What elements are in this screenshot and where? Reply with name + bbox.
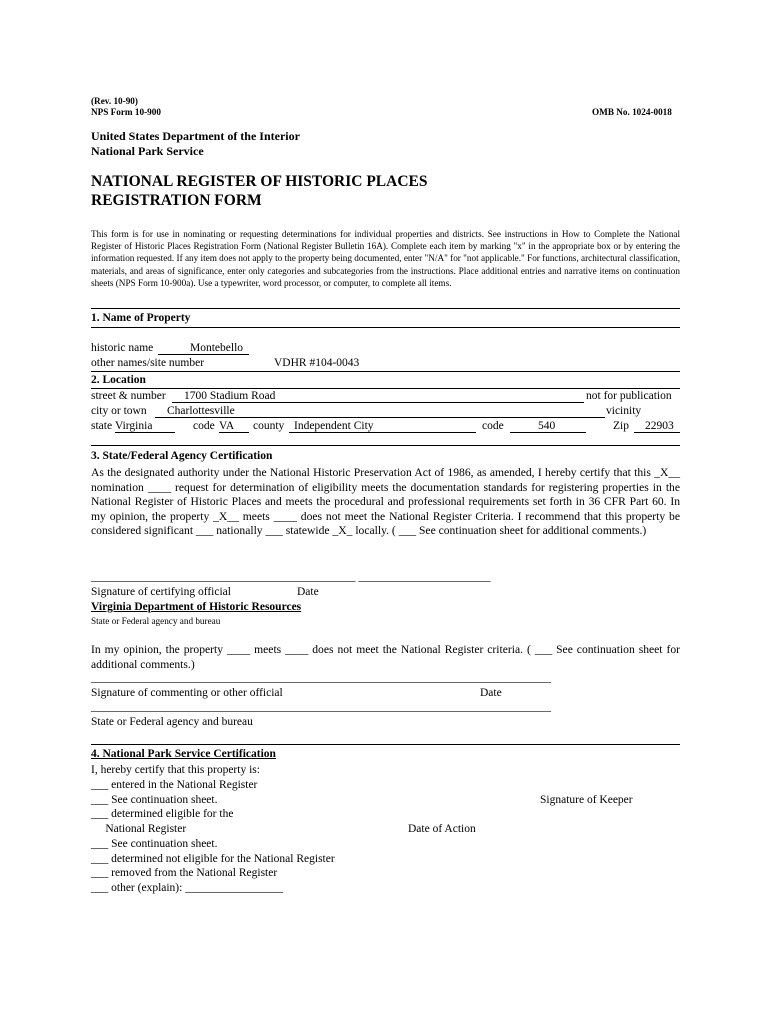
commenting-signature-label: Signature of commenting or other official xyxy=(91,687,283,699)
other-names-value[interactable]: VDHR #104-0043 xyxy=(274,357,360,369)
service-name: National Park Service xyxy=(91,144,204,158)
section2-bottom-rule xyxy=(91,388,680,389)
state-value: Virginia xyxy=(115,420,175,433)
nps-item-continuation-2[interactable]: ___ See continuation sheet. xyxy=(91,838,218,850)
nps-item-not-eligible[interactable]: ___ determined not eligible for the National Register xyxy=(91,853,335,865)
street-label: street & number xyxy=(91,390,166,402)
county-code-label: code xyxy=(482,420,504,432)
form-title-line2: REGISTRATION FORM xyxy=(91,192,262,209)
section2-heading: 2. Location xyxy=(91,374,146,386)
form-instructions: This form is for use in nominating or requesting determinations for individual properties and districts. See instructions in How to Complete the National Register of Historic Places Registration Form (National Register Bulletin 16A). Complete each item by marking "x" in the appropriate box or by entering the information requested. If any item does not apply to the property being documented, enter "N/A" for "not applicable." For functions, architectural classification, materials, and areas of significance, enter only categories and subcategories from the instructions. Place additional entries and narrative items on continuation sheets (NPS Form 10-900a). Use a typewriter, word processor, or computer, to complete all items. xyxy=(91,229,680,288)
zip-label: Zip xyxy=(613,420,629,432)
nps-item-determined-eligible[interactable]: ___ determined eligible for the xyxy=(91,808,234,820)
commenting-opinion: In my opinion, the property ____ meets ____ does not meet the National Register criteria. ( ___ See continuation sheet for additional comments.) xyxy=(91,643,680,671)
section3-heading: 3. State/Federal Agency Certification xyxy=(91,450,273,462)
nps-item-removed[interactable]: ___ removed from the National Register xyxy=(91,867,278,879)
section4-heading: 4. National Park Service Certification xyxy=(91,748,276,760)
county-code-field[interactable] xyxy=(510,420,586,433)
nps-item-other[interactable]: ___ other (explain): _________________ xyxy=(91,882,283,894)
state-code-field[interactable] xyxy=(219,420,249,433)
county-label: county xyxy=(253,420,285,432)
agency-label: State or Federal agency and bureau xyxy=(91,616,221,626)
form-title-line1: NATIONAL REGISTER OF HISTORIC PLACES xyxy=(91,173,428,190)
nps-item-entered[interactable]: ___ entered in the National Register xyxy=(91,779,258,791)
date-of-action-label: Date of Action xyxy=(408,823,476,835)
certifying-signature-line[interactable]: ______________________________________________ _______________________ xyxy=(91,571,491,583)
agency-name: Virginia Department of Historic Resources xyxy=(91,601,302,613)
department-name: United States Department of the Interior xyxy=(91,129,300,143)
keeper-signature-label: Signature of Keeper xyxy=(540,794,633,806)
vicinity-label: vicinity xyxy=(606,405,642,417)
omb-number: OMB No. 1024-0018 xyxy=(592,107,672,117)
state-label: state xyxy=(91,420,113,432)
section1-bottom-rule xyxy=(91,327,680,328)
commenting-agency-label: State or Federal agency and bureau xyxy=(91,716,253,728)
commenting-signature-line[interactable]: ________________________________________________________________________________ xyxy=(91,672,551,684)
not-for-publication-label: not for publication xyxy=(586,390,672,402)
county-code-value: 540 xyxy=(510,420,586,433)
historic-name-label: historic name xyxy=(91,342,154,354)
city-field[interactable] xyxy=(155,405,605,418)
city-label: city or town xyxy=(91,405,147,417)
county-value: Independent City xyxy=(289,420,476,433)
commenting-agency-line[interactable]: ________________________________________________________________________________ xyxy=(91,701,551,713)
certifying-signature-label: Signature of certifying official xyxy=(91,586,231,598)
zip-field[interactable] xyxy=(634,420,680,433)
street-value: 1700 Stadium Road xyxy=(172,390,584,403)
nps-intro: I, hereby certify that this property is: xyxy=(91,764,260,776)
city-value: Charlottesville xyxy=(155,405,605,418)
section2-top-rule xyxy=(91,371,680,372)
historic-name-value: Montebello xyxy=(158,342,249,355)
commenting-date-label: Date xyxy=(480,687,502,699)
form-revision: (Rev. 10-90) xyxy=(91,96,138,106)
nps-item-continuation-1[interactable]: ___ See continuation sheet. xyxy=(91,794,218,806)
certification-paragraph: As the designated authority under the National Historic Preservation Act of 1986, as amended, I hereby certify that this _X__ nomination ____ request for determination of eligibility meets the documentation standards for registering properties in the National Register of Historic Places and meets the procedural and professional requirements set forth in 36 CFR Part 60. In my opinion, the property _X__ meets ____ does not meet the National Register Criteria. I recommend that this property be considered significant ___ nationally ___ statewide _X_ locally. ( ___ See continuation sheet for additional comments.) xyxy=(91,466,680,537)
street-field[interactable] xyxy=(172,390,584,403)
state-field[interactable] xyxy=(115,420,175,433)
form-number: NPS Form 10-900 xyxy=(91,107,161,117)
certifying-date-label: Date xyxy=(297,586,319,598)
zip-value: 22903 xyxy=(634,420,680,433)
historic-name-field[interactable] xyxy=(158,342,249,355)
section1-heading: 1. Name of Property xyxy=(91,312,191,324)
state-code-label: code xyxy=(193,420,215,432)
section3-top-rule xyxy=(91,445,680,446)
state-code-value: VA xyxy=(219,420,249,433)
section4-top-rule xyxy=(91,744,680,745)
section1-top-rule xyxy=(91,308,680,309)
county-field[interactable] xyxy=(289,420,476,433)
other-names-label: other names/site number xyxy=(91,357,205,369)
nps-item-national-register: National Register xyxy=(91,823,187,835)
